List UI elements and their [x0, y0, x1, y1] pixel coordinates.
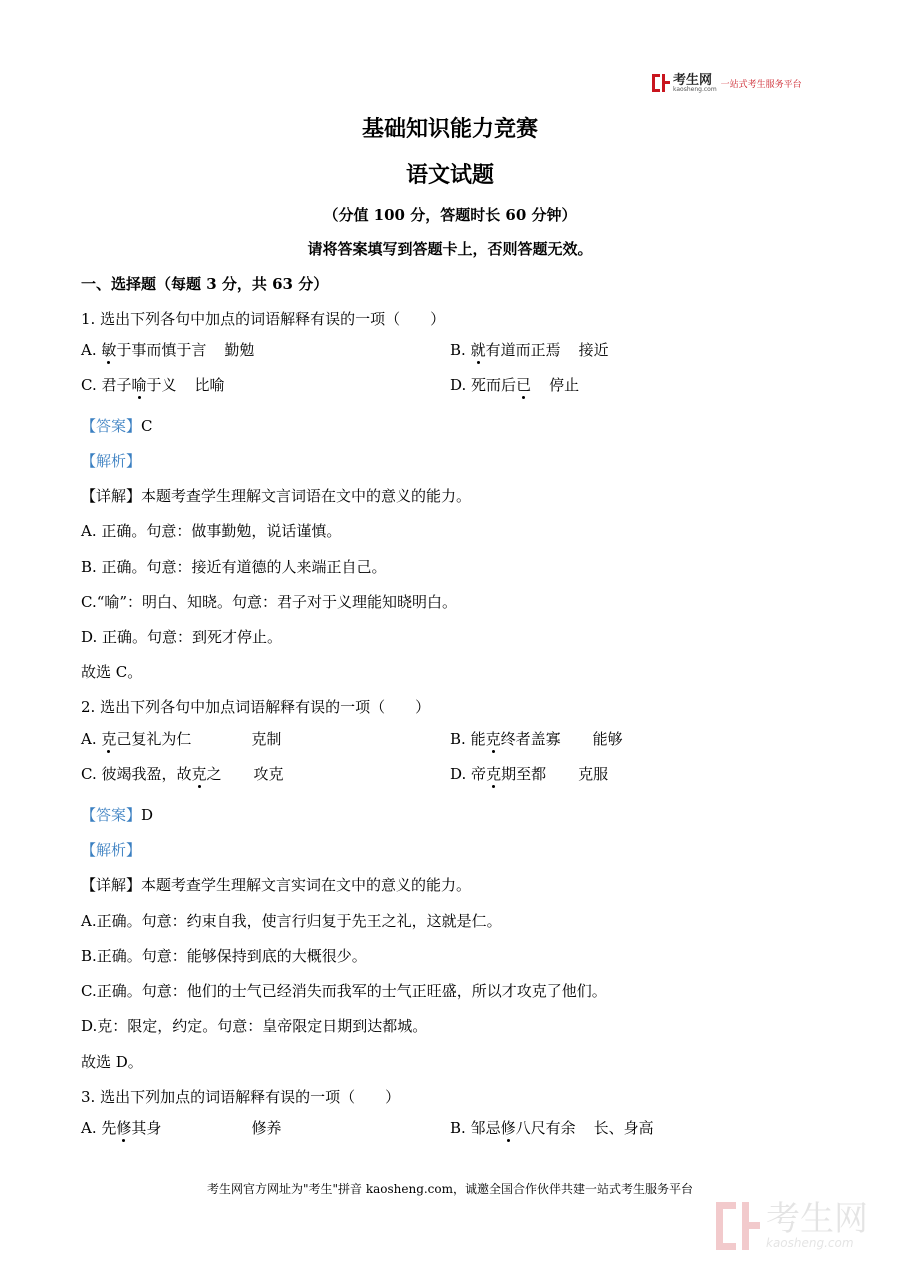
q2-answer: 【答案】D — [81, 806, 154, 824]
q2-explain-c: C.正确。句意：他们的士气已经消失而我军的士气正旺盛，所以才攻克了他们。 — [81, 982, 607, 1000]
q3-option-a: A. 先修其身 修养 — [81, 1119, 282, 1137]
watermark-domain: kaosheng.com — [766, 1236, 854, 1250]
watermark-logo — [716, 1199, 868, 1250]
exam-subject: 语文试题 — [405, 162, 494, 188]
q2-analysis-tag: 【解析】 — [81, 841, 142, 859]
q2-option-d: D. 帝克期至都 克服 — [450, 765, 609, 783]
logo-slogan: 一站式考生服务平台 — [720, 79, 802, 90]
emphasis-dot: 已 — [516, 376, 532, 394]
q2-conclusion: 故选 D。 — [81, 1053, 143, 1071]
emphasis-dot: 就 — [470, 341, 486, 359]
q2-explain-b: B.正确。句意：能够保持到底的大概很少。 — [81, 947, 367, 965]
emphasis-dot: 喻 — [131, 376, 147, 394]
section-heading: 一、选择题（每题 3 分，共 63 分） — [81, 275, 329, 293]
q2-explain-a: A.正确。句意：约束自我，使言行归复于先王之礼，这就是仁。 — [81, 912, 502, 930]
watermark-text: 考生网 — [766, 1199, 868, 1239]
q1-detail: 【详解】本题考查学生理解文言词语在文中的意义的能力。 — [81, 487, 472, 505]
q2-option-c: C. 彼竭我盈，故克之 攻克 — [81, 765, 284, 783]
exam-meta: （分值 100 分，答题时长 60 分钟） — [323, 206, 577, 224]
logo-domain: kaosheng.com — [673, 85, 717, 93]
q3-stem: 3. 选出下列加点的词语解释有误的一项（ ） — [81, 1088, 401, 1106]
logo-icon — [652, 74, 670, 92]
q1-conclusion: 故选 C。 — [81, 663, 143, 681]
page-footer: 考生网官方网址为"考生"拼音 kaosheng.com，诚邀全国合作伙伴共建一站式考生服务平台 — [206, 1182, 694, 1196]
emphasis-dot: 修 — [500, 1119, 516, 1137]
watermark-icon — [716, 1202, 760, 1250]
q1-option-b: B. 就有道而正焉 接近 — [450, 341, 609, 359]
header-logo — [652, 72, 802, 94]
q1-analysis-tag: 【解析】 — [81, 452, 142, 470]
q1-option-a: A. 敏于事而慎于言 勤勉 — [81, 341, 255, 359]
q1-explain-a: A. 正确。句意：做事勤勉，说话谨慎。 — [81, 522, 342, 540]
q2-option-b: B. 能克终者盖寡 能够 — [450, 730, 623, 748]
q1-option-d: D. 死而后已 停止 — [450, 376, 580, 394]
exam-instruction: 请将答案填写到答题卡上，否则答题无效。 — [307, 240, 593, 258]
emphasis-dot: 克 — [191, 765, 207, 783]
q1-explain-d: D. 正确。句意：到死才停止。 — [81, 628, 283, 646]
q2-stem: 2. 选出下列各句中加点词语解释有误的一项（ ） — [81, 698, 431, 716]
exam-title: 基础知识能力竞赛 — [361, 116, 538, 142]
logo-text: 考生网 — [673, 72, 713, 88]
emphasis-dot: 修 — [116, 1119, 132, 1137]
q2-detail: 【详解】本题考查学生理解文言实词在文中的意义的能力。 — [81, 876, 472, 894]
emphasis-dot: 克 — [101, 730, 117, 748]
emphasis-dot: 敏 — [101, 341, 117, 359]
q2-explain-d: D.克：限定，约定。句意：皇帝限定日期到达都城。 — [81, 1017, 428, 1035]
emphasis-dot: 克 — [486, 765, 502, 783]
q1-explain-c: C.“喻”：明白、知晓。句意：君子对于义理能知晓明白。 — [81, 593, 458, 611]
q1-answer: 【答案】C — [81, 417, 153, 435]
q2-option-a: A. 克己复礼为仁 克制 — [81, 730, 282, 748]
q1-stem: 1. 选出下列各句中加点的词语解释有误的一项（ ） — [81, 310, 446, 328]
q3-option-b: B. 邹忌修八尺有余 长、身高 — [450, 1119, 654, 1137]
emphasis-dot: 克 — [485, 730, 501, 748]
q1-explain-b: B. 正确。句意：接近有道德的人来端正自己。 — [81, 558, 387, 576]
q1-option-c: C. 君子喻于义 比喻 — [81, 376, 225, 394]
